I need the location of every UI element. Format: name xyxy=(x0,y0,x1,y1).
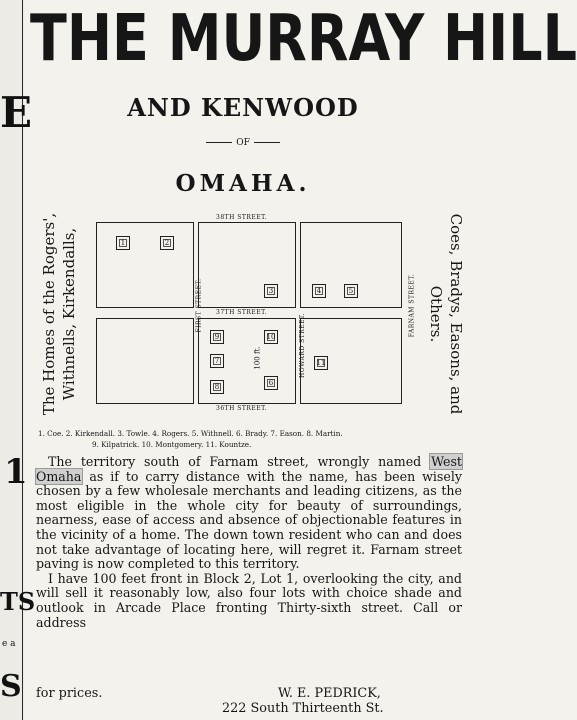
lot-marker: 10 xyxy=(264,330,278,344)
subtitle: AND KENWOOD xyxy=(127,93,359,122)
lot-marker: 7 xyxy=(210,354,224,368)
street-label-top: 38TH STREET. xyxy=(216,214,268,221)
map-legend xyxy=(38,428,458,450)
legend-line-2: 9. Kilpatrick. 10. Montgomery. 11. Kountze. xyxy=(92,440,252,449)
of-text: OF xyxy=(236,138,250,148)
lot-marker: 6 xyxy=(264,376,278,390)
advertiser-name: W. E. PEDRICK, xyxy=(278,686,381,701)
adjacent-fragment-3: TS xyxy=(0,587,36,616)
advertiser-address: 222 South Thirteenth St. xyxy=(222,701,384,716)
city-title: OMAHA. xyxy=(175,170,311,197)
map-block xyxy=(96,222,194,308)
street-label-bottom: 36TH STREET. xyxy=(216,405,268,412)
map-block xyxy=(198,222,296,308)
right-caption-line-1: Coes, Bradys, Easons, and xyxy=(447,213,465,415)
body-paragraph-1: The territory south of Farnam street, wrongly named West Omaha as if to carry distance with the name, has been wisely chosen by a few wholesale merchants and leading citizens, as the most eligible in the whole city for beauty of surroundings, nearness, ease of access and absence of objectionable features in the vicinity of a home. The down town resident who can and does not take advantage of locating here, will regret it. Farnam street paving is now completed to this territory. xyxy=(36,454,462,572)
body-paragraph-2: I have 100 feet front in Block 2, Lot 1, overlooking the city, and will sell it reasonably low, also four lots with choice shade and outlook in Arcade Place fronting Thirty-sixth street. Call or address xyxy=(36,570,462,630)
lot-marker: 9 xyxy=(210,330,224,344)
street-label-first: FIRST STREET. xyxy=(195,278,203,333)
street-label-farnam: FARNAM STREET. xyxy=(408,273,416,338)
adjacent-fragment-4: e a xyxy=(2,639,16,649)
body-paragraph-2-end: for prices. xyxy=(36,686,103,701)
left-side-caption xyxy=(31,204,87,424)
lot-marker: 8 xyxy=(210,380,224,394)
right-side-caption xyxy=(424,204,468,424)
street-label-middle: 37TH STREET. xyxy=(216,309,268,316)
left-caption-line-2: Withnells, Kirkendalls, xyxy=(60,227,78,401)
street-label-howard: HOWARD STREET. xyxy=(299,312,307,379)
lot-marker: 11 xyxy=(314,356,328,370)
right-caption-line-2: Others. xyxy=(427,285,445,343)
advertisement-body xyxy=(36,455,462,630)
lot-marker: 1 xyxy=(116,236,130,250)
lot-dimension-label: 100 ft. xyxy=(253,346,262,370)
of-line xyxy=(28,137,458,149)
legend-line-1: 1. Coe. 2. Kirkendall. 3. Towle. 4. Rogers. 5. Withnell. 6. Brady. 7. Eason. 8. Martin. xyxy=(38,429,343,438)
page-title: THE MURRAY HILL xyxy=(30,0,577,76)
lot-marker: 2 xyxy=(160,236,174,250)
adjacent-fragment-1: E xyxy=(0,88,33,137)
highlighted-phrase: West Omaha xyxy=(36,454,462,484)
lot-marker: 3 xyxy=(264,284,278,298)
plat-map xyxy=(90,212,420,424)
adjacent-fragment-2: 1 xyxy=(4,452,28,492)
lot-marker: 4 xyxy=(312,284,326,298)
left-caption-line-1: The Homes of the Rogers', xyxy=(40,212,58,416)
lot-marker: 5 xyxy=(344,284,358,298)
map-block xyxy=(96,318,194,404)
adjacent-fragment-5: S xyxy=(0,669,22,704)
